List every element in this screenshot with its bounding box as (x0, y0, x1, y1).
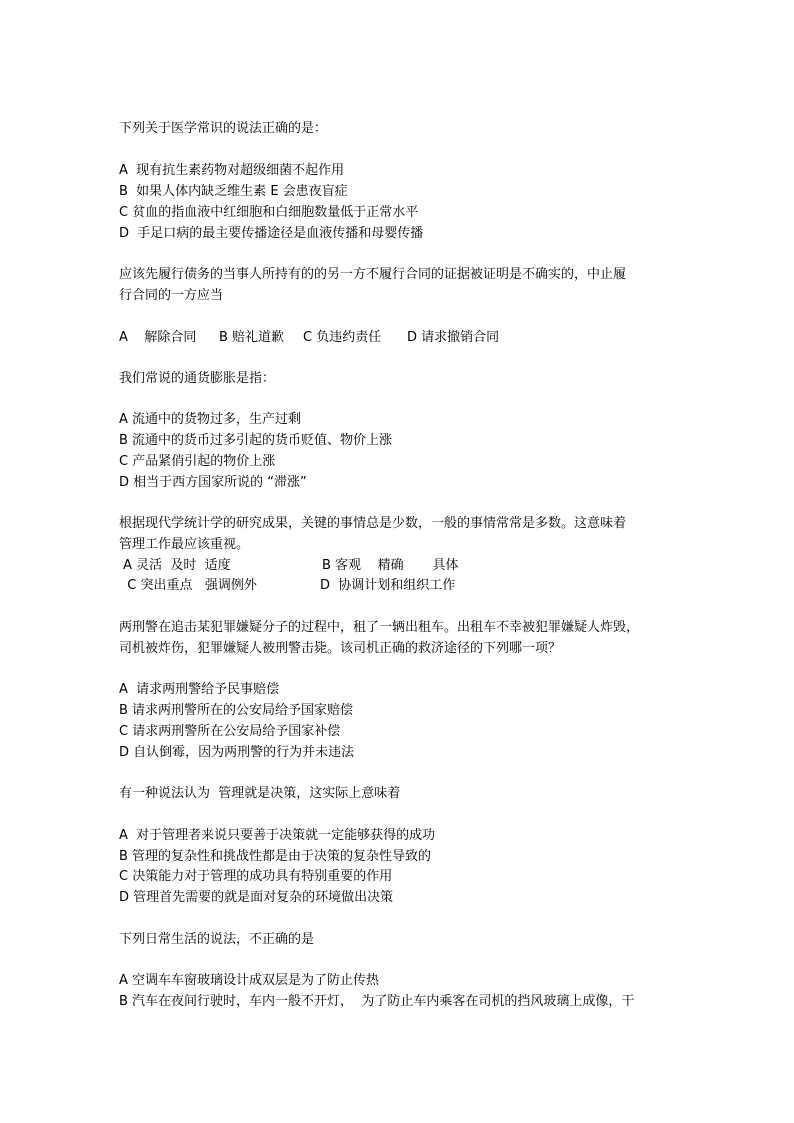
question-1-option-b: B 如果人体内缺乏维生素 E 会患夜盲症 (119, 184, 348, 199)
question-4-option-a: A 灵活 及时 适度 (119, 558, 231, 573)
question-5-option-b: B 请求两刑警所在的公安局给予国家赔偿 (119, 703, 354, 718)
question-3-stem: 我们常说的通货膨胀是指： (119, 371, 276, 386)
question-4-option-b: B 客观 精确 具体 (322, 558, 459, 573)
question-3-option-d: D 相当于西方国家所说的 “滞涨” (119, 475, 307, 490)
question-7-option-a: A 空调车车窗玻璃设计成双层是为了防止传热 (119, 973, 380, 988)
question-2-option-b: B 赔礼道歉 (219, 330, 285, 345)
question-4-option-d: D 协调计划和组织工作 (320, 578, 456, 593)
question-4-stem-line-1: 根据现代学统计学的研究成果，关键的事情总是少数，一般的事情常常是多数。这意味着 (119, 516, 627, 531)
question-2-option-c: C 负违约责任 (303, 330, 382, 345)
question-3-option-b: B 流通中的货币过多引起的货币贬值、物价上涨 (119, 433, 393, 448)
question-2-option-d: D 请求撤销合同 (407, 330, 500, 345)
question-2-option-a: A 解除合同 (119, 330, 197, 345)
question-5-stem-line-1: 两刑警在追击某犯罪嫌疑分子的过程中，租了一辆出租车。出租车不幸被犯罪嫌疑人炸毁， (119, 620, 640, 635)
question-5-stem-line-2: 司机被炸伤，犯罪嫌疑人被刑警击毙。该司机正确的救济途径的下列哪一项？ (119, 641, 562, 656)
question-6-option-c: C 决策能力对于管理的成功具有特别重要的作用 (119, 869, 393, 884)
question-1-option-c: C 贫血的指血液中红细胞和白细胞数量低于正常水平 (119, 205, 419, 220)
question-5-option-a: A 请求两刑警给予民事赔偿 (119, 682, 280, 697)
question-4-options-row-2 (119, 577, 679, 595)
question-2-stem-line-1: 应该先履行债务的当事人所持有的的另一方不履行合同的证据被证明是不确实的，中止履 (119, 267, 627, 282)
question-7-stem: 下列日常生活的说法，不正确的是 (119, 932, 315, 947)
question-2-options-row (119, 329, 679, 347)
question-6-option-d: D 管理首先需要的就是面对复杂的环境做出决策 (119, 890, 394, 905)
question-6-stem: 有一种说法认为 管理就是决策，这实际上意味着 (119, 786, 401, 801)
question-1-option-a: A 现有抗生素药物对超级细菌不起作用 (119, 163, 345, 178)
question-1-stem: 下列关于医学常识的说法正确的是： (119, 121, 328, 136)
question-2-stem-line-2: 行合同的一方应当 (119, 288, 224, 303)
question-6-option-a: A 对于管理者来说只要善于决策就一定能够获得的成功 (119, 828, 436, 843)
question-5-option-d: D 自认倒霉，因为两刑警的行为并未违法 (119, 745, 355, 760)
question-3-option-c: C 产品紧俏引起的物价上涨 (119, 454, 276, 469)
question-7-option-b: B 汽车在夜间行驶时，车内一般不开灯， 为了防止车内乘客在司机的挡风玻璃上成像，干 (119, 994, 635, 1009)
question-5-option-c: C 请求两刑警所在公安局给予国家补偿 (119, 724, 341, 739)
question-4-options-row-1 (119, 557, 679, 575)
question-4-stem-line-2: 管理工作最应该重视。 (119, 537, 250, 552)
question-3-option-a: A 流通中的货物过多，生产过剩 (119, 412, 302, 427)
question-4-option-c: C 突出重点 强调例外 (119, 578, 257, 593)
question-6-option-b: B 管理的复杂性和挑战性都是由于决策的复杂性导致的 (119, 849, 432, 864)
question-1-option-d: D 手足口病的最主要传播途径是血液传播和母婴传播 (119, 226, 424, 241)
